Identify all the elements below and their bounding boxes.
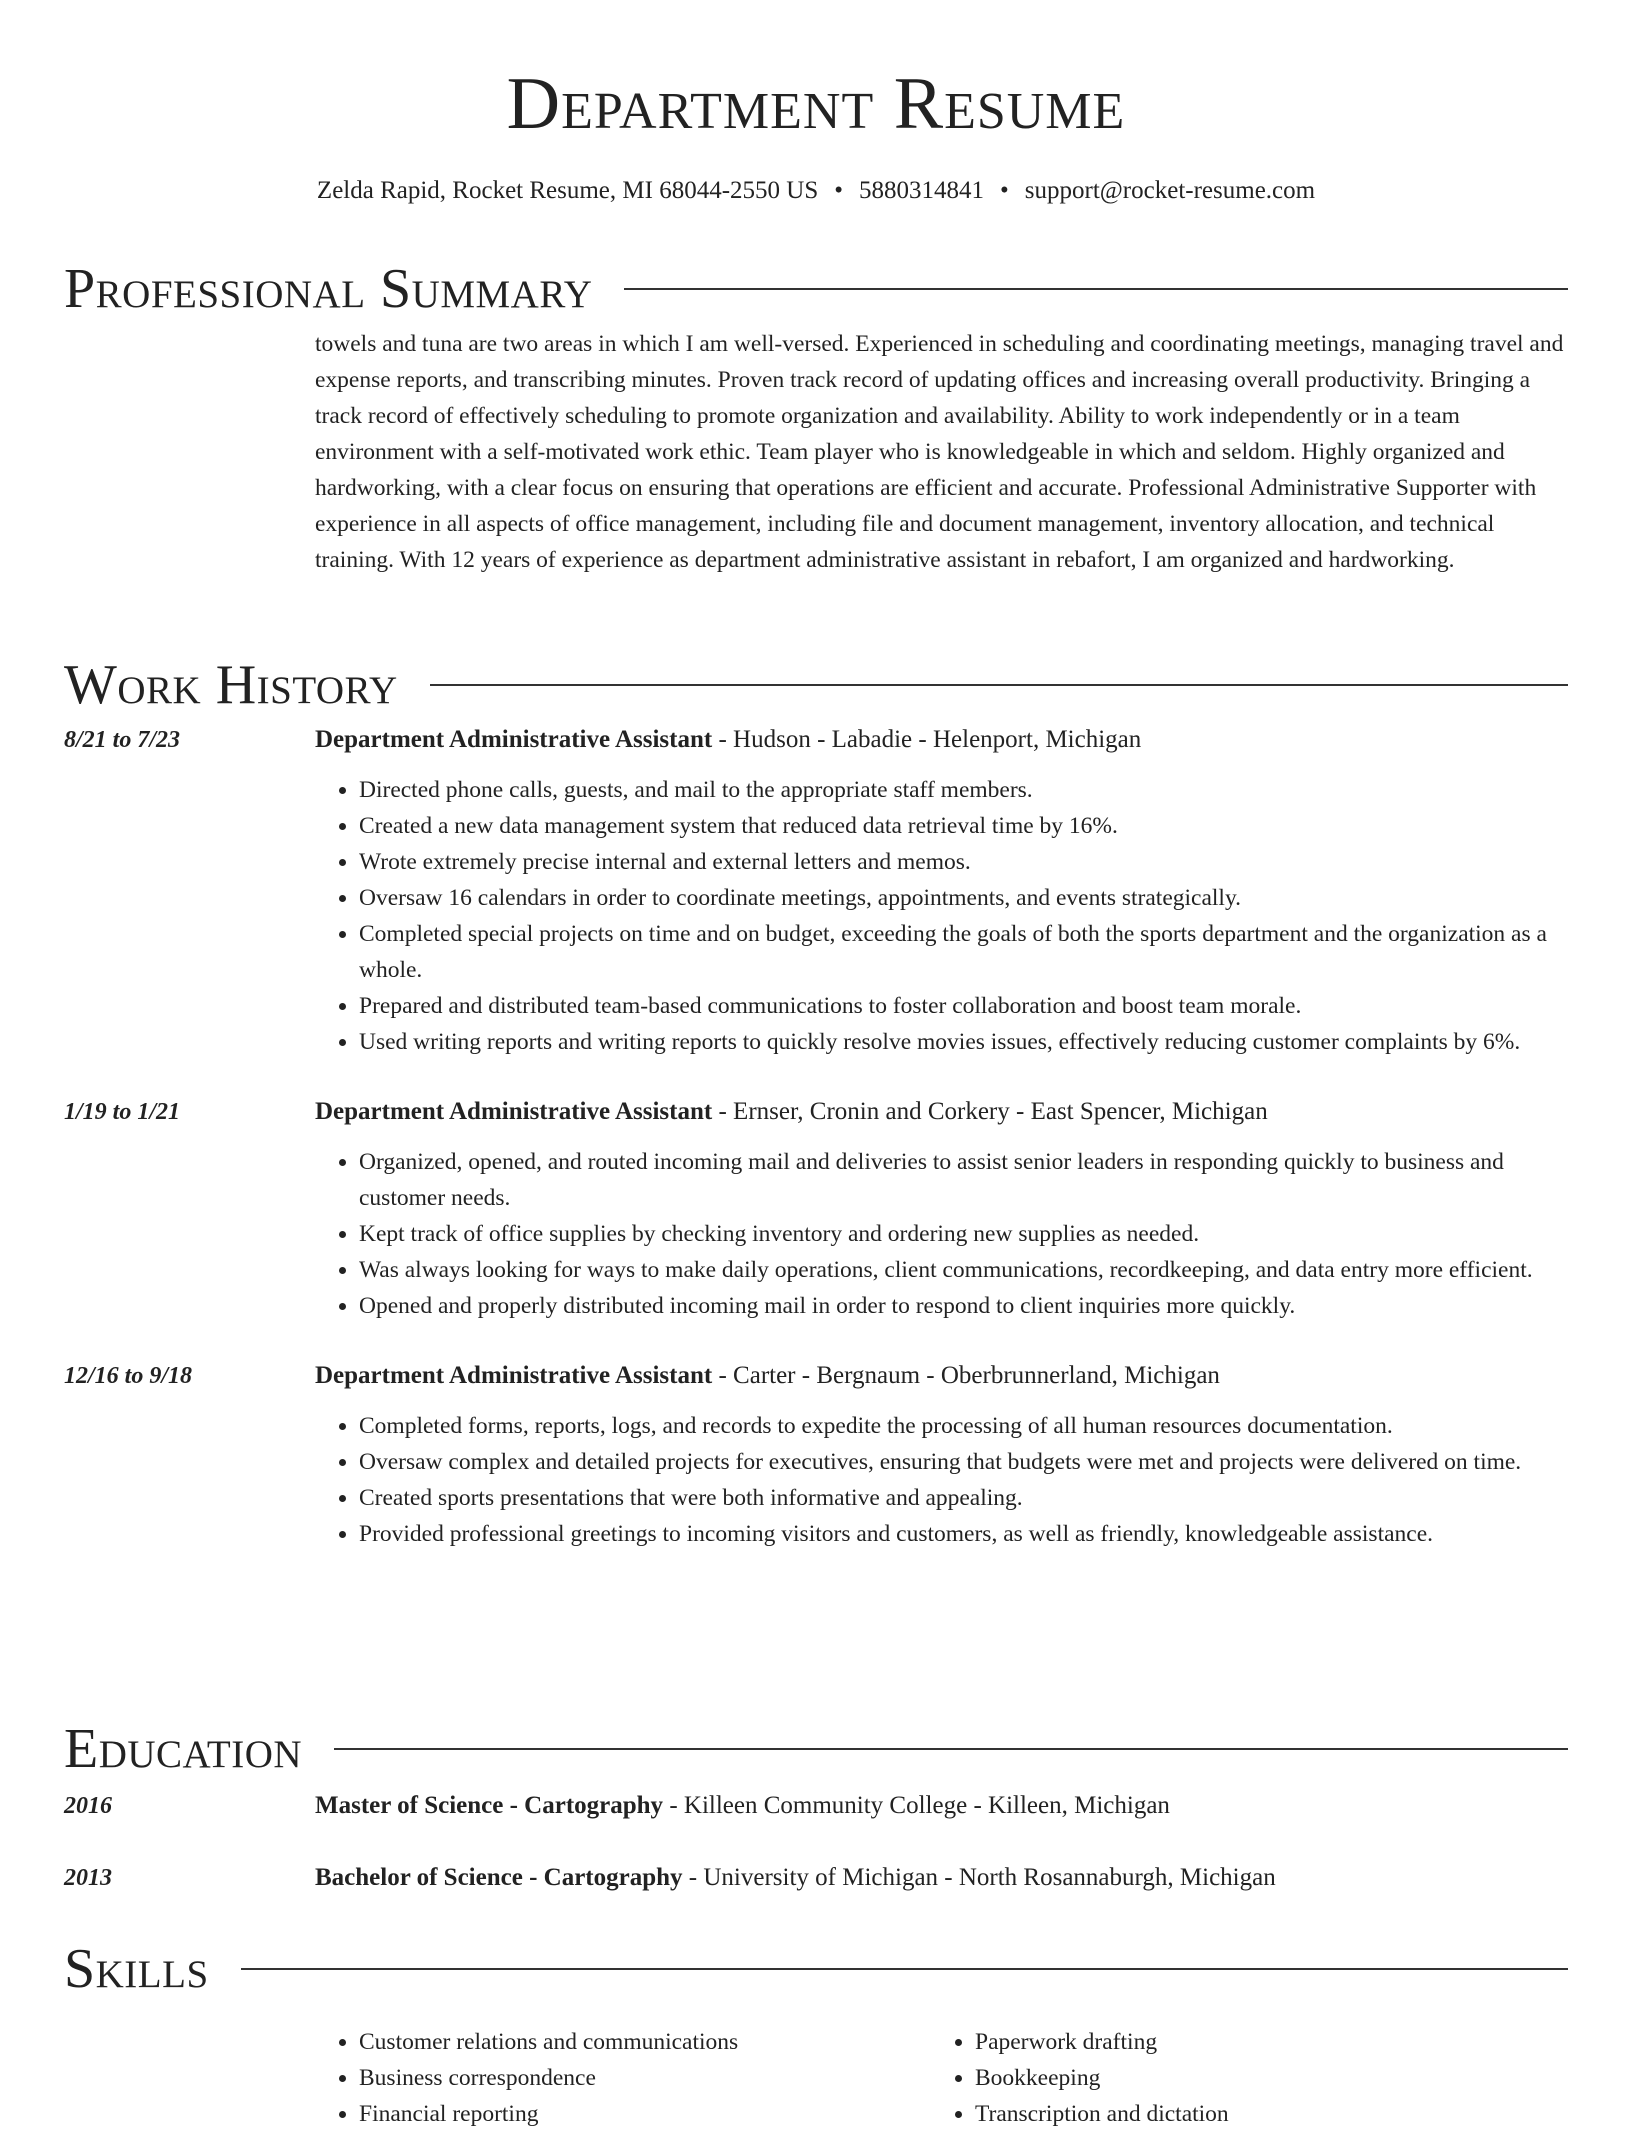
summary-header [64,254,1568,324]
contact-line [0,174,1632,208]
job-entry [64,1094,1568,1324]
work-history-heading: Work History [64,654,398,716]
list-item: • Completed special projects on time and on budget, exceeding the goals of both the sports department and the organization as a whole. [359,916,1568,988]
skills-list [315,2024,1568,2132]
section-divider [334,1748,1568,1750]
school-details: - University of Michigan - North Rosannaburgh, Michigan [682,1864,1276,1891]
list-item: • Provided professional greetings to incoming visitors and customers, as well as friendly, knowledgeable assistance. [359,1516,1568,1552]
list-item: • Kept track of office supplies by checking inventory and ordering new supplies as needed. [359,1216,1568,1252]
job-title: Department Administrative Assistant [315,1098,713,1125]
list-item: • Was always looking for ways to make daily operations, client communications, recordkeeping, and data entry more efficient. [359,1252,1568,1288]
education-heading: Education [64,1718,303,1780]
education-header [64,1714,1568,1784]
summary-heading: Professional Summary [64,258,593,320]
list-item: • Completed forms, reports, logs, and records to expedite the processing of all human resources documentation. [359,1408,1568,1444]
education-entry [64,1788,1568,1824]
contact-address: Zelda Rapid, Rocket Resume, MI 68044-2550 US [316,177,819,204]
skills-section [64,1934,1568,2132]
list-item: • Opened and properly distributed incoming mail in order to respond to client inquiries more quickly. [359,1288,1568,1324]
list-item: • Oversaw complex and detailed projects for executives, ensuring that budgets were met and projects were delivered on time. [359,1444,1568,1480]
job-dates: 8/21 to 7/23 [64,727,181,753]
section-divider [241,1968,1568,1970]
skills-heading: Skills [64,1938,209,2000]
list-item: • Wrote extremely precise internal and external letters and memos. [359,844,1568,880]
section-divider [624,288,1568,290]
section-divider [430,684,1568,686]
list-item: • Created a new data management system that reduced data retrieval time by 16%. [359,808,1568,844]
education-year: 2016 [64,1793,112,1819]
skills-header [64,1934,1568,2004]
job-title: Department Administrative Assistant [315,1362,713,1389]
summary-section [64,254,1568,578]
job-details: - Carter - Bergnaum - Oberbrunnerland, Michigan [712,1362,1220,1389]
list-item: • Prepared and distributed team-based communications to foster collaboration and boost team morale. [359,988,1568,1024]
job-dates: 12/16 to 9/18 [64,1363,193,1389]
work-history-section [64,650,1568,1552]
list-item: • Created sports presentations that were both informative and appealing. [359,1480,1568,1516]
skills-column-right [931,2024,1547,2132]
list-item: • Organized, opened, and routed incoming mail and deliveries to assist senior leaders in responding quickly to business and customer needs. [359,1144,1568,1216]
page-title: Department Resume [506,63,1126,145]
job-details: - Hudson - Labadie - Helenport, Michigan [712,726,1142,753]
job-heading [315,1358,1568,1394]
education-section [64,1714,1568,1896]
contact-separator: • [834,177,844,204]
contact-phone: 5880314841 [859,177,985,204]
job-details: - Ernser, Cronin and Corkery - East Spencer, Michigan [712,1098,1268,1125]
job-bullets [315,1144,1568,1324]
skill-item: • Business correspondence [359,2060,931,2096]
list-item: • Directed phone calls, guests, and mail to the appropriate staff members. [359,772,1568,808]
contact-email: support@rocket-resume.com [1024,177,1316,204]
summary-text: towels and tuna are two areas in which I am well-versed. Experienced in scheduling and coordinating meetings, managing travel and expense reports, and transcribing minutes. Proven track record of updating offices and increasing overall productivity. Bringing a track record of effectively scheduling to promote organization and availability. Ability to work independently or in a team environment with a self-motivated work ethic. Team player who is knowledgeable in which and seldom. Highly organized and hardworking, with a clear focus on ensuring that operations are efficient and accurate. Professional Administrative Supporter with experience in all aspects of office management, including file and document management, inventory allocation, and technical training. With 12 years of experience as department administrative assistant in rebafort, I am organized and hardworking. [315,331,1564,573]
skill-item: • Bookkeeping [975,2060,1547,2096]
skill-item: • Transcription and dictation [975,2096,1547,2132]
skill-item: • Paperwork drafting [975,2024,1547,2060]
list-item: • Oversaw 16 calendars in order to coordinate meetings, appointments, and events strategically. [359,880,1568,916]
education-heading-line [315,1788,1568,1824]
work-history-header [64,650,1568,720]
skill-item: • Customer relations and communications [359,2024,931,2060]
skills-column-left [315,2024,931,2132]
skill-item: • Financial reporting [359,2096,931,2132]
education-heading-line [315,1860,1568,1896]
job-entry [64,1358,1568,1552]
job-bullets [315,772,1568,1060]
job-entry [64,722,1568,1060]
list-item: • Used writing reports and writing reports to quickly resolve movies issues, effectively reducing customer complaints by 6%. [359,1024,1568,1060]
degree: Master of Science - Cartography [315,1792,664,1819]
education-entry [64,1860,1568,1896]
degree: Bachelor of Science - Cartography [315,1864,683,1891]
job-bullets [315,1408,1568,1552]
job-heading [315,1094,1568,1130]
contact-separator: • [1000,177,1009,204]
job-heading [315,722,1568,758]
education-year: 2013 [64,1865,112,1891]
job-title: Department Administrative Assistant [315,726,713,753]
school-details: - Killeen Community College - Killeen, Michigan [663,1792,1170,1819]
job-dates: 1/19 to 1/21 [64,1099,181,1125]
